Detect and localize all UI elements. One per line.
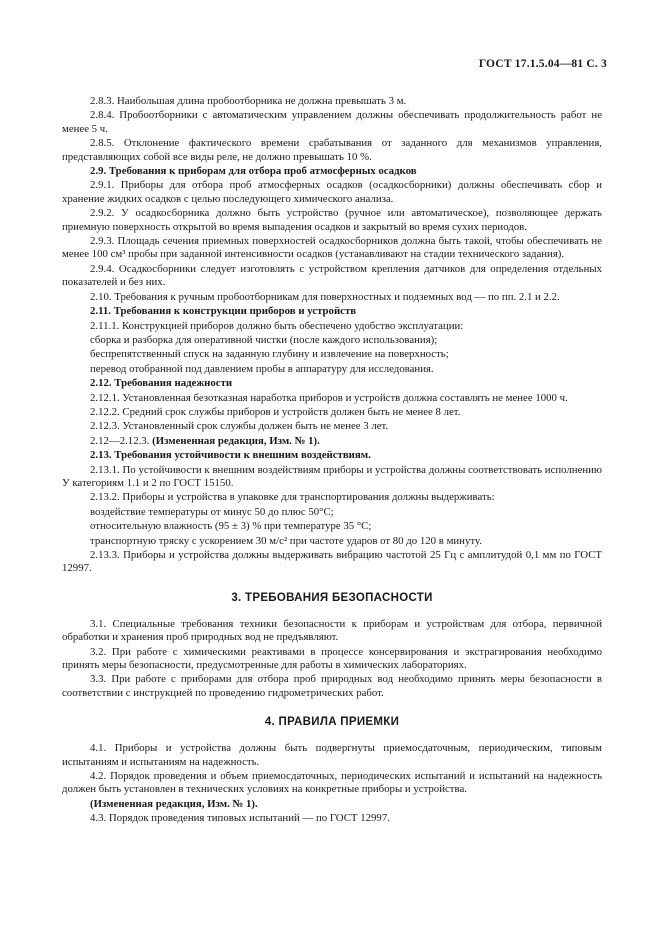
requirement-paragraph: 2.11.1. Конструкцией приборов должно быть обеспечено удобство эксплуатации: <box>90 319 464 332</box>
requirement-paragraph: 2.12. Требования надежности <box>90 377 233 390</box>
section-3-title: 3. ТРЕБОВАНИЯ БЕЗОПАСНОСТИ <box>231 591 433 604</box>
requirement-paragraph: 2.9.1. Приборы для отбора проб атмосферных осадков (осадкосборники) должны обеспечивать сбор и хранение жидких осадков с целью последующего химического анализа. <box>62 179 602 205</box>
paragraph-4-3: 4.3. Порядок проведения типовых испытаний — по ГОСТ 12997. <box>90 812 390 825</box>
requirements-block <box>62 95 602 434</box>
requirement-paragraph: 2.8.4. Пробоотборники с автоматическим управлением должны обеспечивать продолжительность работ не менее 5 ч. <box>62 109 602 135</box>
paragraph-3-1: 3.1. Специальные требования техники безопасности к приборам и устройствам для отбора, первичной обработки и хранения проб природных вод не предъявляют. <box>62 617 602 644</box>
requirement-paragraph: 2.9.3. Площадь сечения приемных поверхностей осадкосборников должна быть такой, чтобы обеспечивать не менее 100 см³ пробы при заданной интенсивности осадков (устанавливают на стадии технического задания). <box>62 235 602 261</box>
requirement-paragraph: перевод отобранной под давлением пробы в аппаратуру для исследования. <box>90 362 434 375</box>
requirement-paragraph: 2.9.2. У осадкосборника должно быть устройство (ручное или автоматическое), позволяющее держать приемную поверхность открытой во время выпадения осадков и закрытый во время сухих периодов. <box>62 207 602 233</box>
requirement-paragraph: 2.8.3. Наибольшая длина пробоотборника не должна превышать 3 м. <box>90 95 407 107</box>
page-header: ГОСТ 17.1.5.04—81 С. 3 <box>478 58 607 70</box>
section-4-title: 4. ПРАВИЛА ПРИЕМКИ <box>264 716 400 729</box>
amendment-prefix: 2.12—2.12.3. <box>90 434 153 447</box>
resistance-paragraph: 2.13. Требования устойчивости к внешним воздействиям. <box>90 449 371 462</box>
requirement-paragraph: 2.9.4. Осадкосборники следует изготовлять с устройством крепления датчиков для определения отдельных показателей и без них. <box>62 262 602 289</box>
amendment-label: (Измененная редакция, Изм. № 1). <box>152 434 320 447</box>
requirement-paragraph: беспрепятственный спуск на заданную глубину и извлечение на поверхность; <box>90 348 449 361</box>
requirement-paragraph: 2.10. Требования к ручным пробоотборникам для поверхностных и подземных вод — по пп. 2.1 и 2.2. <box>90 290 560 303</box>
resistance-paragraph: 2.13.1. По устойчивости к внешним воздействиям приборы и устройства должны соответствовать исполнению У категориям 1.1 и 2 по ГОСТ 15150. <box>62 463 602 489</box>
document-body <box>62 95 602 827</box>
resistance-paragraph: воздействие температуры от минус 50 до плюс 50°С; <box>90 505 334 518</box>
requirement-paragraph: 2.12.3. Установленный срок службы должен быть не менее 3 лет. <box>90 420 389 433</box>
paragraph-4-2: 4.2. Порядок проведения и объем приемосдаточных, периодических испытаний и испытаний на надежность должен быть установлен в технических условиях на конкретные приборы и устройства. <box>62 770 602 796</box>
resistance-paragraph: 2.13.3. Приборы и устройства должны выдерживать вибрацию частотой 25 Гц с амплитудой 0,1 мм по ГОСТ 12997. <box>62 549 602 575</box>
requirement-paragraph: 2.9. Требования к приборам для отбора проб атмосферных осадков <box>90 165 417 178</box>
resistance-paragraph: 2.13.2. Приборы и устройства в упаковке для транспортирования должны выдерживать: <box>90 491 495 504</box>
resistance-paragraph: относительную влажность (95 ± 3) % при температуре 35 °С; <box>90 520 372 533</box>
paragraph-3-2: 3.2. При работе с химическими реактивами в процессе консервирования и экстрагирования необходимо принять меры безопасности, предусмотренные для работы в химических лабораториях. <box>62 645 602 672</box>
requirement-paragraph: 2.8.5. Отклонение фактического времени срабатывания от заданного для механизмов управления, представляющих собой все виды реле, не должно превышать 10 %. <box>62 137 602 163</box>
requirement-paragraph: 2.11. Требования к конструкции приборов и устройств <box>90 305 357 318</box>
requirement-paragraph: 2.12.1. Установленная безотказная наработка приборов и устройств должна составлять не менее 1000 ч. <box>90 391 568 404</box>
paragraph-3-3: 3.3. При работе с приборами для отбора проб природных вод необходимо принять меры безопасности в соответствии с инструкцией по проведению гидрометрических работ. <box>62 673 602 699</box>
requirement-paragraph: сборка и разборка для оперативной чистки (после каждого использования); <box>90 333 438 346</box>
external-resistance-block <box>62 449 602 576</box>
requirement-paragraph: 2.12.2. Средний срок службы приборов и устройств должен быть не менее 8 лет. <box>90 405 461 418</box>
amendment-note-4: (Измененная редакция, Изм. № 1). <box>90 797 258 810</box>
resistance-paragraph: транспортную тряску с ускорением 30 м/с² при частоте ударов от 80 до 120 в минуту. <box>90 534 482 547</box>
amendment-note <box>62 435 602 448</box>
paragraph-4-1: 4.1. Приборы и устройства должны быть подвергнуты приемосдаточным, периодическим, типовым испытаниям и испытаниям на надежность. <box>62 742 602 768</box>
